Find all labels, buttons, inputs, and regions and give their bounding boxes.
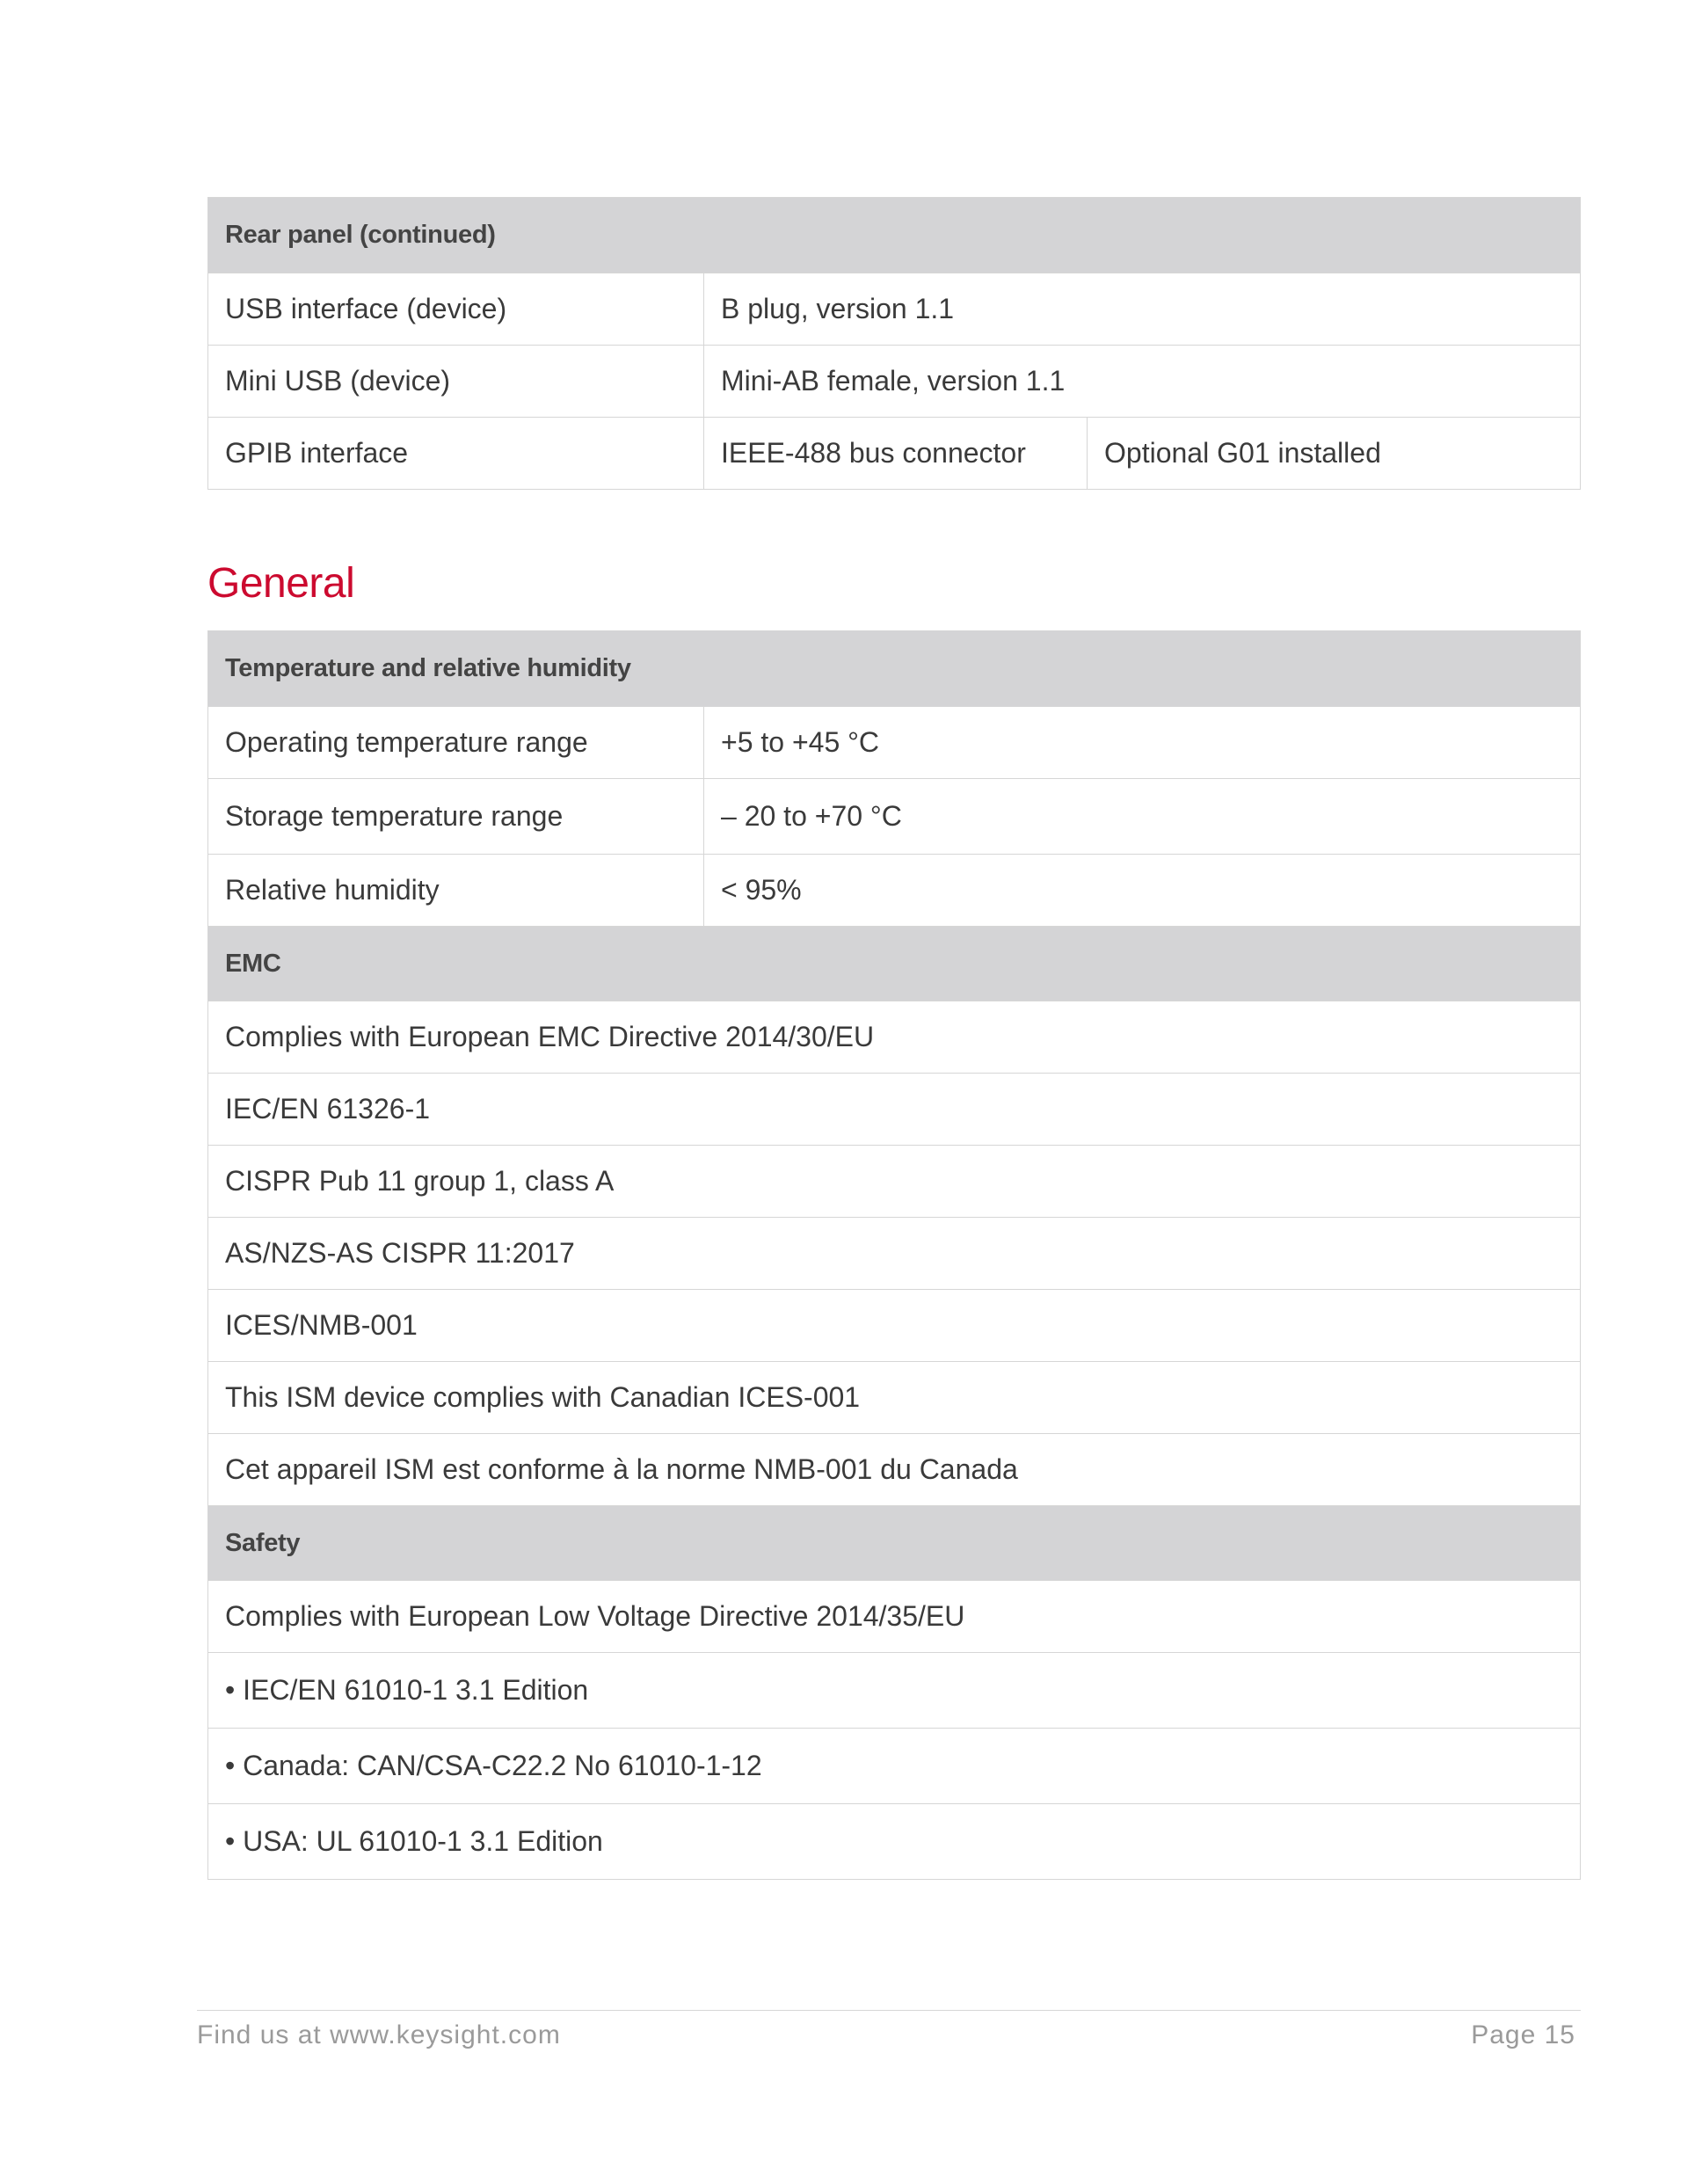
spec-value: Mini-AB female, version 1.1 — [703, 346, 1580, 417]
safety-item: Complies with European Low Voltage Directive 2014/35/EU — [225, 1600, 965, 1632]
emc-item: Complies with European EMC Directive 2014/30/EU — [225, 1021, 875, 1052]
footer-website: Find us at www.keysight.com — [197, 2020, 561, 2049]
table-row — [208, 1001, 1580, 1073]
table-row — [208, 417, 1580, 489]
emc-item: ICES/NMB-001 — [225, 1309, 418, 1341]
table-row — [208, 273, 1580, 345]
table-row — [208, 1217, 1580, 1289]
table-row — [208, 1073, 1580, 1145]
table-row — [208, 1433, 1580, 1505]
table-row — [208, 1728, 1580, 1803]
spec-value: < 95% — [703, 855, 1580, 926]
temperature-header: Temperature and relative humidity — [225, 654, 631, 682]
safety-item: • IEC/EN 61010-1 3.1 Edition — [225, 1674, 589, 1706]
spec-label: Relative humidity — [225, 874, 440, 906]
table-header-row — [208, 631, 1580, 706]
safety-item: • USA: UL 61010-1 3.1 Edition — [225, 1825, 603, 1857]
spec-value: +5 to +45 °C — [703, 707, 1580, 778]
spec-label: Mini USB (device) — [225, 365, 451, 397]
spec-label: USB interface (device) — [225, 293, 507, 324]
emc-item: Cet appareil ISM est conforme à la norme NMB-001 du Canada — [225, 1453, 1018, 1485]
emc-item: CISPR Pub 11 group 1, class A — [225, 1165, 615, 1197]
table-row — [208, 1361, 1580, 1433]
footer-divider — [197, 2010, 1581, 2011]
emc-header: EMC — [225, 949, 281, 978]
spec-label: Storage temperature range — [225, 800, 564, 832]
emc-item: This ISM device complies with Canadian ICES-001 — [225, 1381, 861, 1413]
general-table — [207, 630, 1581, 1880]
table-row — [208, 854, 1580, 926]
spec-label: Operating temperature range — [225, 726, 588, 758]
rear-panel-header: Rear panel (continued) — [225, 221, 496, 249]
spec-value: – 20 to +70 °C — [703, 779, 1580, 854]
table-row — [208, 1580, 1580, 1652]
table-row — [208, 706, 1580, 778]
section-title-general: General — [207, 560, 355, 607]
spec-value: B plug, version 1.1 — [703, 273, 1580, 345]
table-row — [208, 778, 1580, 854]
page-number: Page 15 — [1471, 2020, 1575, 2049]
emc-item: IEC/EN 61326-1 — [225, 1093, 431, 1125]
emc-item: AS/NZS-AS CISPR 11:2017 — [225, 1237, 575, 1269]
safety-item: • Canada: CAN/CSA-C22.2 No 61010-1-12 — [225, 1750, 762, 1781]
table-header-row — [208, 198, 1580, 273]
spec-label: GPIB interface — [225, 437, 409, 469]
table-header-row — [208, 1505, 1580, 1580]
table-header-row — [208, 926, 1580, 1001]
spec-note: Optional G01 installed — [1087, 418, 1580, 489]
safety-header: Safety — [225, 1528, 301, 1557]
table-row — [208, 345, 1580, 417]
table-row — [208, 1652, 1580, 1728]
table-row — [208, 1803, 1580, 1879]
rear-panel-table — [207, 197, 1581, 490]
table-row — [208, 1289, 1580, 1361]
table-row — [208, 1145, 1580, 1217]
spec-value: IEEE-488 bus connector — [703, 418, 1087, 489]
